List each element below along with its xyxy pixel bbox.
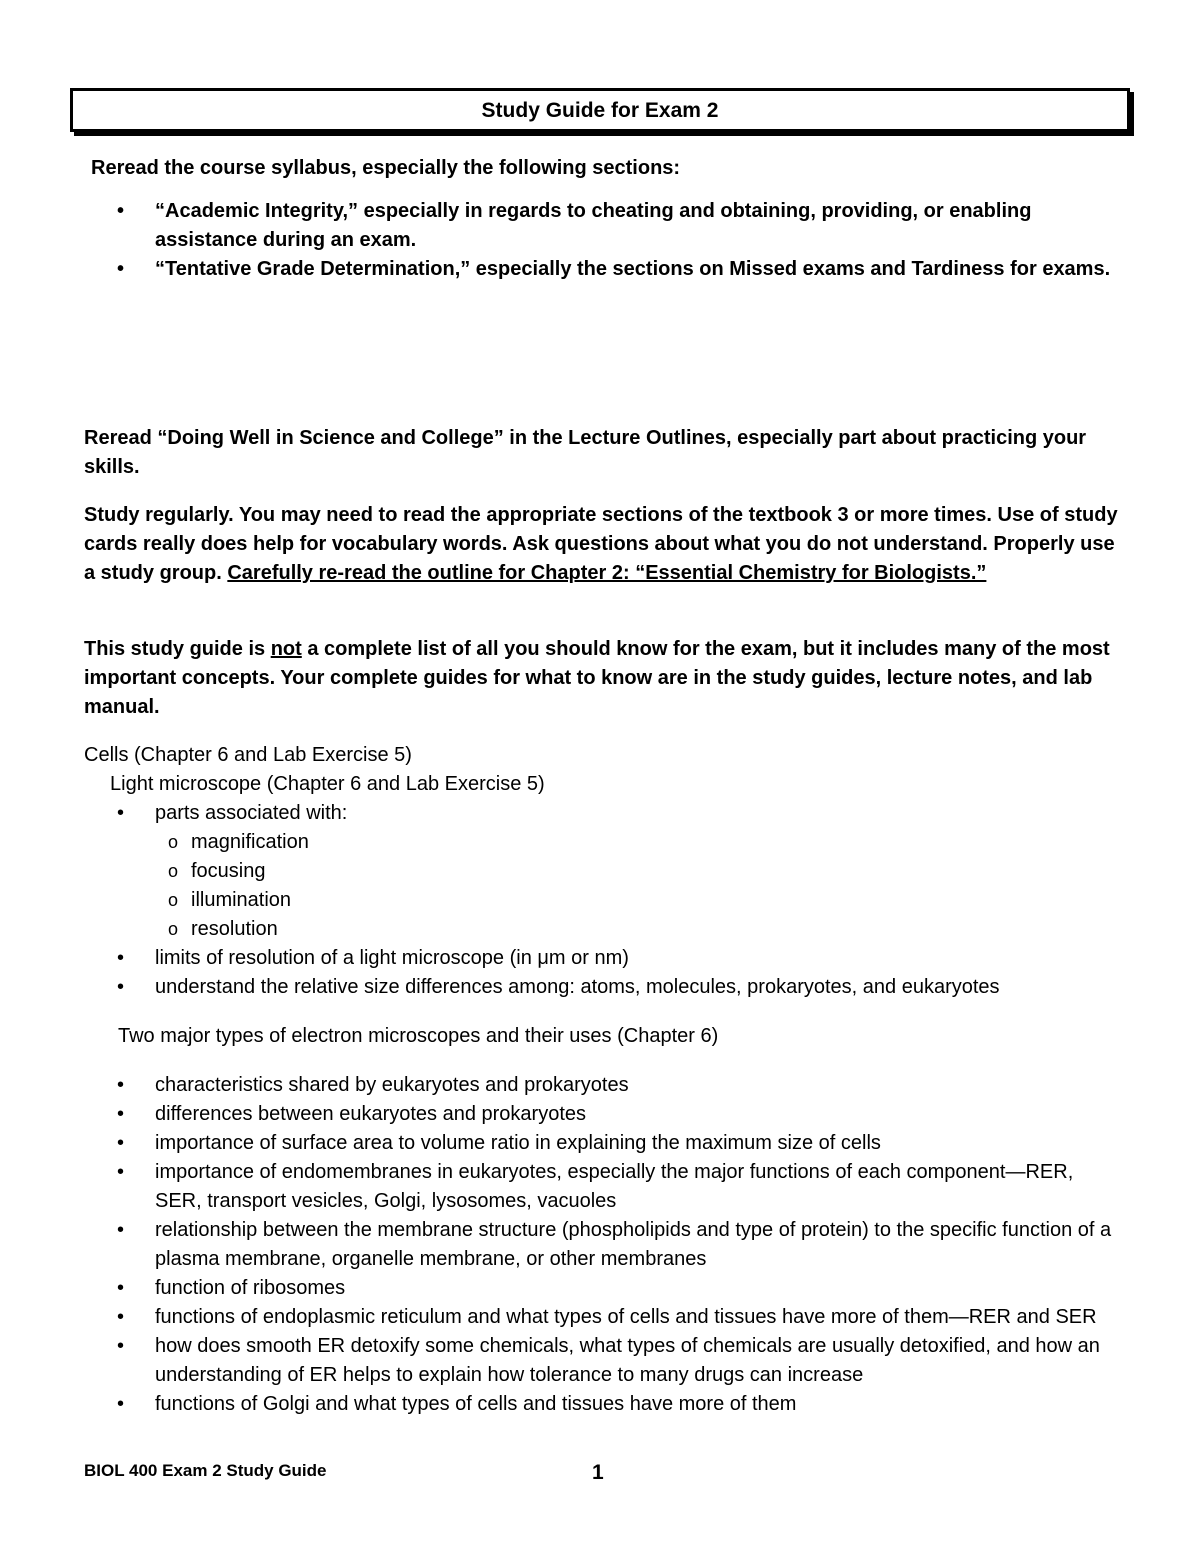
cell-topic: • differences between eukaryotes and prokaryotes — [84, 1100, 1124, 1129]
study-regularly-paragraph — [84, 501, 1124, 588]
page-number: 1 — [592, 1461, 604, 1484]
footer-label: BIOL 400 Exam 2 Study Guide — [84, 1461, 327, 1480]
cell-topic: • relationship between the membrane structure (phospholipids and type of protein) to the specific function of a plasma membrane, organelle membrane, or other membranes — [84, 1216, 1124, 1274]
microscope-bullet: • understand the relative size differences among: atoms, molecules, prokaryotes, and eukaryotes — [84, 973, 1124, 1002]
light-microscope-heading: Light microscope (Chapter 6 and Lab Exercise 5) — [110, 773, 545, 795]
guide-note-after: a complete list of all you should know for the exam, but it includes many of the most important concepts. Your complete guides for what to know are in the study guides, lecture notes, and lab manual. — [84, 638, 1110, 718]
cell-topic: • characteristics shared by eukaryotes and prokaryotes — [84, 1071, 1124, 1100]
cell-topics-section — [84, 1071, 1124, 1419]
cell-topic: • how does smooth ER detoxify some chemicals, what types of chemicals are usually detoxified, and how an understanding of ER helps to explain how tolerance to many drugs can increase — [84, 1332, 1124, 1390]
title-box — [70, 88, 1130, 132]
electron-microscopes-heading: Two major types of electron microscopes and their uses (Chapter 6) — [118, 1025, 719, 1047]
light-microscope-bullets — [84, 944, 1124, 1002]
chapter2-reminder: Carefully re-read the outline for Chapter 2: “Essential Chemistry for Biologists.” — [227, 562, 987, 584]
cell-topic: • functions of endoplasmic reticulum and what types of cells and tissues have more of them—RER and SER — [84, 1303, 1124, 1332]
cells-section — [84, 741, 1124, 1002]
cell-topic: • importance of surface area to volume ratio in explaining the maximum size of cells — [84, 1129, 1124, 1158]
microscope-part: o magnification — [84, 828, 1124, 857]
syllabus-bullet: • “Tentative Grade Determination,” especially the sections on Missed exams and Tardiness for exams. — [84, 255, 1124, 284]
page-title: Study Guide for Exam 2 — [481, 99, 719, 122]
cell-topic: • functions of Golgi and what types of cells and tissues have more of them — [84, 1390, 1124, 1419]
cell-topics-list — [84, 1071, 1124, 1419]
syllabus-intro: Reread the course syllabus, especially the following sections: — [91, 157, 681, 179]
syllabus-bullet-list — [84, 197, 1124, 284]
parts-label: • parts associated with: — [84, 799, 1124, 828]
cells-heading: Cells (Chapter 6 and Lab Exercise 5) — [84, 744, 412, 766]
guide-note-before: This study guide is — [84, 638, 271, 660]
microscope-bullet: • limits of resolution of a light microscope (in μm or nm) — [84, 944, 1124, 973]
doing-well-paragraph: Reread “Doing Well in Science and College” in the Lecture Outlines, especially part about practicing your skills. — [84, 427, 1087, 478]
syllabus-bullet: • “Academic Integrity,” especially in regards to cheating and obtaining, providing, or enabling assistance during an exam. — [84, 197, 1124, 255]
light-microscope-list — [84, 799, 1124, 828]
microscope-part: o resolution — [84, 915, 1124, 944]
microscope-part: o illumination — [84, 886, 1124, 915]
syllabus-section — [84, 154, 1124, 284]
guide-note-paragraph — [84, 635, 1124, 722]
cell-topic: • importance of endomembranes in eukaryotes, especially the major functions of each component—RER, SER, transport vesicles, Golgi, lysosomes, vacuoles — [84, 1158, 1124, 1216]
cell-topic: • function of ribosomes — [84, 1274, 1124, 1303]
microscope-part: o focusing — [84, 857, 1124, 886]
guide-note-emphasis: not — [270, 638, 302, 660]
study-regularly-text: Study regularly. You may need to read the appropriate sections of the textbook 3 or more times. Use of study cards really does help for vocabulary words. Ask questions about what you do not understand. Properly use a study group. — [84, 504, 1118, 584]
microscope-parts-list — [84, 828, 1124, 944]
